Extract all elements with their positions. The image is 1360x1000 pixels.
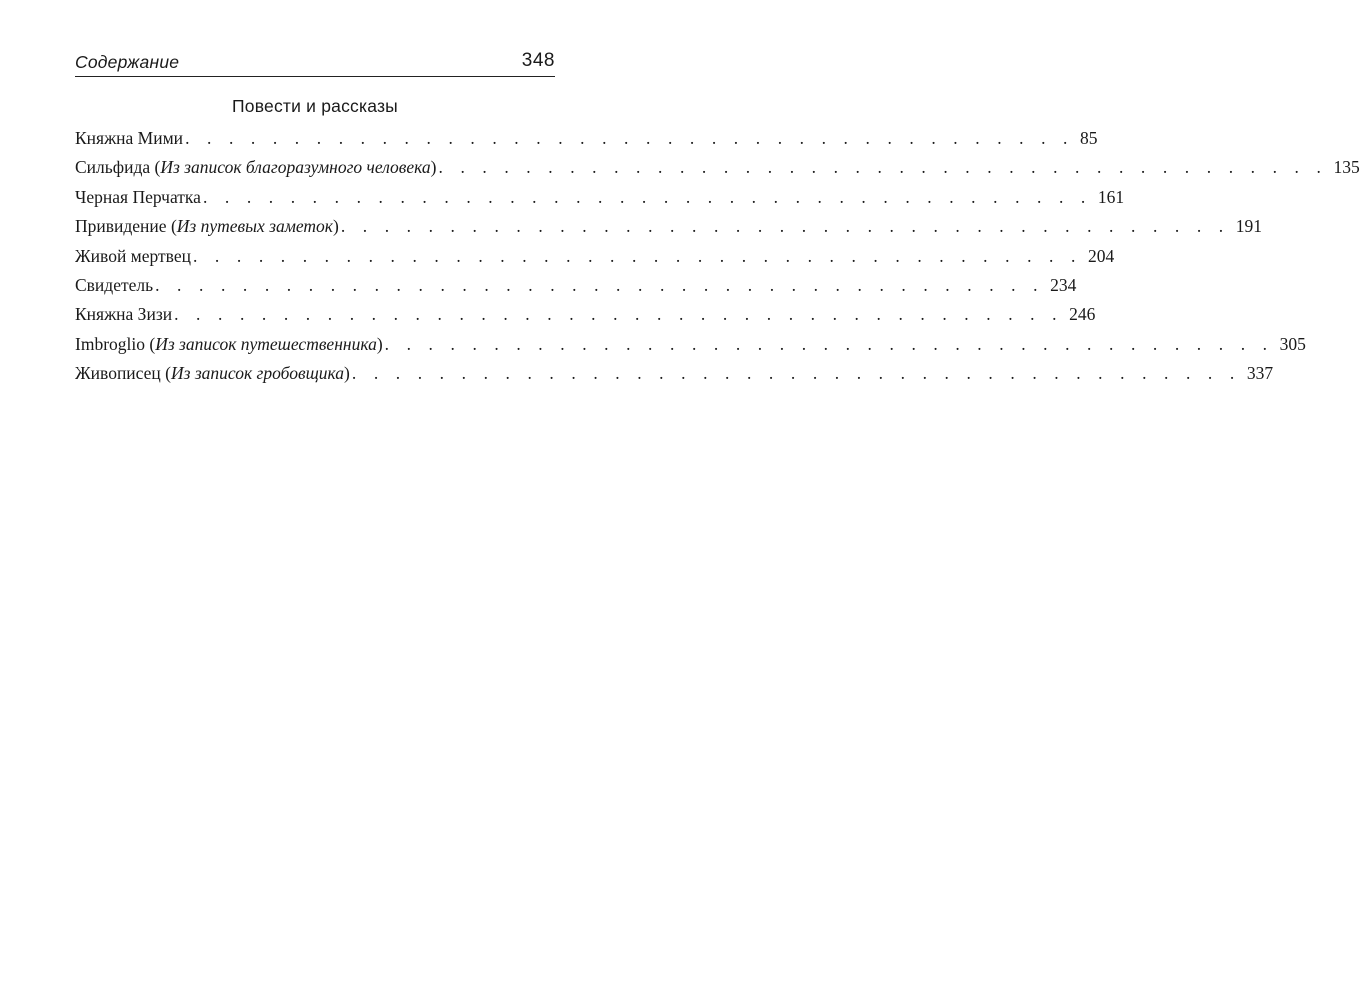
toc-entry-title-text: Живой мертвец (75, 245, 191, 266)
toc-entry-title-text: Свидетель (75, 274, 154, 295)
toc-entry-title-text: Княжна Зизи (75, 304, 173, 325)
running-head-title: Содержание (75, 52, 180, 72)
toc-dot-leader: . . . . . . . . . . . . . . . . . . . . . . . . . . . . . . . . . . . . . . . . . (155, 274, 1045, 295)
section-heading: Повести и рассказы (232, 96, 398, 116)
toc-entry-page: 246 (1069, 304, 1096, 325)
toc-dot-leader: . . . . . . . . . . . . . . . . . . . . . . . . . . . . . . . . . . . . . . . . . (340, 216, 1230, 237)
toc-entry[interactable] (75, 245, 1115, 275)
toc-entry-page: 135 (1333, 157, 1360, 178)
toc-entry-title-text: Черная Перчатка (75, 186, 201, 207)
toc-dot-leader: . . . . . . . . . . . . . . . . . . . . . . . . . . . . . . . . . . . . . . . . . (438, 157, 1328, 178)
toc-entry-page: 204 (1087, 245, 1115, 266)
toc-entry-title-text: Imbroglio (75, 333, 145, 354)
toc-entry-subtitle: Из записок гробовщика (171, 363, 345, 384)
toc-dot-leader: . . . . . . . . . . . . . . . . . . . . . . . . . . . . . . . . . . . . . . . . . (351, 363, 1241, 384)
toc-dot-leader: . . . . . . . . . . . . . . . . . . . . . . . . . . . . . . . . . . . . . . . . . (185, 128, 1075, 148)
toc-entry-title (75, 246, 191, 267)
toc-entry-title-text: Живописец (75, 363, 161, 384)
toc-entry-page: 234 (1050, 274, 1077, 295)
toc-dot-leader: . . . . . . . . . . . . . . . . . . . . . . . . . . . . . . . . . . . . . . . . . (192, 245, 1082, 266)
toc-dot-leader: . . . . . . . . . . . . . . . . . . . . . . . . . . . . . . . . . . . . . . . . . (174, 304, 1064, 325)
toc-entry-subtitle: Из путевых заметок (176, 216, 333, 237)
toc-dot-leader: . . . . . . . . . . . . . . . . . . . . . . . . . . . . . . . . . . . . . . . . . (202, 186, 1092, 207)
toc-entry[interactable] (75, 304, 1096, 333)
toc-entry-page: 337 (1246, 363, 1274, 384)
toc-entry-title (75, 187, 201, 208)
toc-entry[interactable] (75, 216, 1263, 245)
toc-entry-title (75, 128, 183, 149)
table-of-contents (75, 128, 1360, 393)
page-number: 348 (521, 50, 555, 71)
toc-entry[interactable] (75, 333, 1306, 363)
toc-entry-title: Сильфида (Из записок благоразумного человека) (75, 157, 437, 178)
toc-entry-title (75, 275, 153, 296)
toc-entry-page: 161 (1097, 186, 1125, 207)
toc-dot-leader: . . . . . . . . . . . . . . . . . . . . . . . . . . . . . . . . . . . . . . . . . (384, 333, 1274, 354)
toc-entry-title-text: Сильфида (75, 157, 151, 178)
toc-entry-subtitle: Из записок благоразумного человека (160, 157, 431, 178)
toc-entry-title: Привидение (Из путевых заметок) (75, 216, 339, 237)
toc-entry[interactable] (75, 157, 1360, 186)
running-head (75, 50, 555, 77)
toc-entry-title: Живописец (Из записок гробовщика) (75, 363, 350, 384)
toc-entry-title (75, 304, 172, 325)
toc-entry-page: 305 (1279, 333, 1306, 354)
toc-entry-title: Imbroglio (Из записок путешественника) (75, 333, 383, 354)
toc-entry[interactable] (75, 186, 1125, 216)
toc-entry[interactable] (75, 274, 1077, 304)
toc-entry[interactable] (75, 128, 1098, 157)
toc-entry-page: 85 (1080, 128, 1098, 148)
toc-entry-page: 191 (1235, 216, 1263, 237)
toc-entry[interactable] (75, 363, 1274, 392)
toc-entry-title-text: Княжна Мими (75, 128, 184, 148)
toc-entry-subtitle: Из записок путешественника (155, 333, 377, 354)
toc-entry-title-text: Привидение (75, 216, 167, 237)
